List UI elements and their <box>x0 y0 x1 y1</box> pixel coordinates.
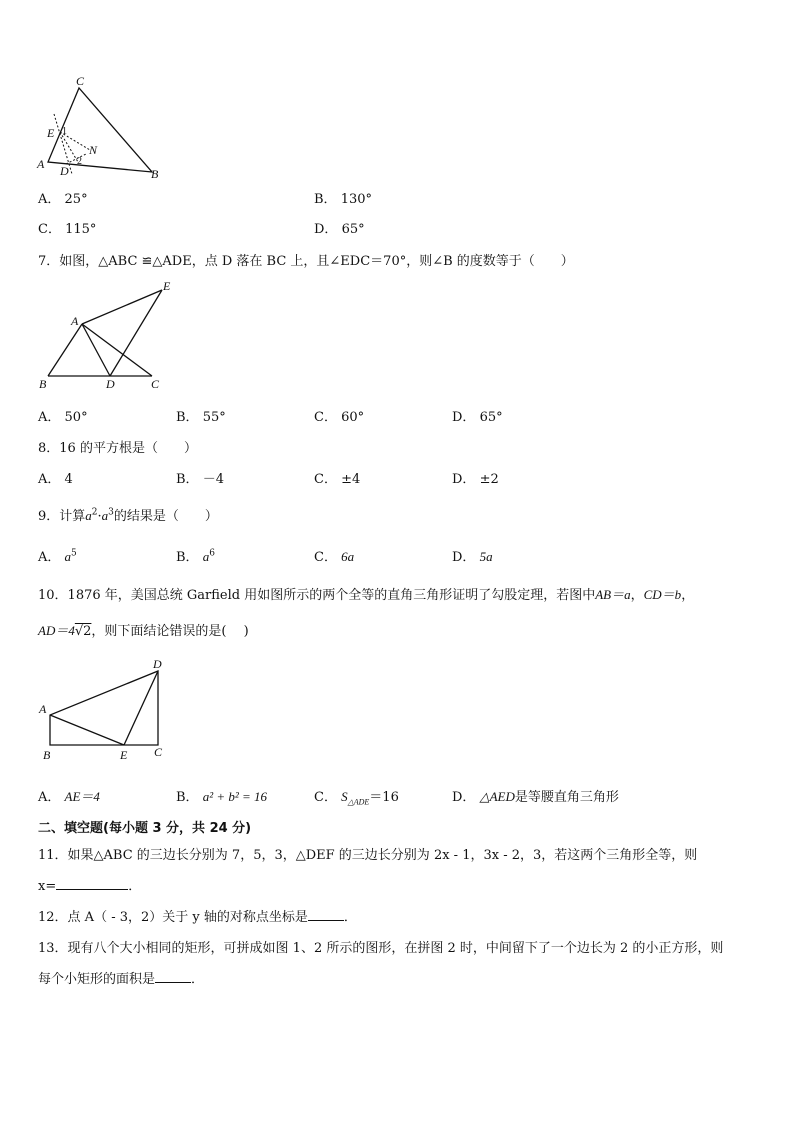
q6-option-a: A． 25° <box>38 192 88 207</box>
label-b: B <box>43 748 51 762</box>
segment-ae <box>50 715 124 745</box>
q10-option-d: D． △AED是等腰直角三角形 <box>452 789 619 805</box>
q10-line2: AD＝4√2，则下面结论错误的是( ) <box>38 623 249 639</box>
q12-text: 12．点 A（ - 3，2）关于 y 轴的对称点坐标是 ． <box>38 910 357 925</box>
q7-option-a: A． 50° <box>38 410 88 425</box>
q6-figure <box>30 74 170 184</box>
q11-line1: 11．如果△ABC 的三边长分别为 7，5，3，△DEF 的三边长分别为 2x - 1，3x - 2，3，若这两个三角形全等，则 <box>38 848 698 863</box>
q9-option-c: C． 6a <box>314 549 355 565</box>
q10-line1: 10．1876 年，美国总统 Garfield 用如图所示的两个全等的直角三角形证明了勾股定理，若图中AB＝a，CD＝b， <box>38 587 695 603</box>
q8-text: 8．16 的平方根是（ ） <box>38 441 197 456</box>
q6-option-d: D． 65° <box>314 222 365 237</box>
label-1: 1 <box>62 126 67 137</box>
q8-option-b: B． －4 <box>176 472 224 487</box>
q9-text: 9．计算$a^2\cdot a^3$的结果是（ ） <box>38 507 218 524</box>
q9-option-a: A． $a^5$ <box>38 548 77 565</box>
q7-option-d: D． 65° <box>452 410 503 425</box>
answer-blank[interactable] <box>308 908 344 921</box>
label-b: B <box>151 167 159 181</box>
q7-figure <box>32 278 182 393</box>
q10-option-c: C． $S_{\triangle ADE}=16$ <box>314 789 399 807</box>
label-e: E <box>47 126 55 140</box>
q13-line2: 每个小矩形的面积是 ． <box>38 972 205 987</box>
segment-de <box>110 290 162 376</box>
q8-option-a: A． 4 <box>38 472 73 487</box>
answer-blank[interactable] <box>155 970 191 983</box>
q7-text: 7．如图，△ABC ≌△ADE，点 D 落在 BC 上，且∠EDC＝70°，则∠B 的度数等于（ ） <box>38 254 574 269</box>
dotted-line-4 <box>66 154 86 164</box>
label-2: 2 <box>77 156 82 167</box>
q9-option-d: D． 5a <box>452 549 493 565</box>
section-title: 二、填空题(每小题 3 分，共 24 分) <box>38 821 252 836</box>
label-d: D <box>106 377 115 391</box>
q7-option-b: B． 55° <box>176 410 226 425</box>
label-c: C <box>154 745 163 759</box>
q8-option-c: C． ±4 <box>314 472 361 487</box>
label-n: N <box>89 143 98 157</box>
q6-option-c: C． 115° <box>38 222 97 237</box>
trapezoid-abcd <box>50 671 158 745</box>
label-e: E <box>120 748 128 762</box>
label-e: E <box>163 279 171 293</box>
label-c: C <box>151 377 160 391</box>
label-d: D <box>60 164 69 178</box>
q8-option-d: D． ±2 <box>452 472 499 487</box>
label-b: B <box>39 377 47 391</box>
label-d: D <box>153 657 162 671</box>
q10-option-b: B． a² + b² = 16 <box>176 789 268 805</box>
segment-ae <box>82 290 162 324</box>
label-a: A <box>37 157 45 171</box>
segment-ad <box>82 324 110 376</box>
label-a: A <box>39 702 47 716</box>
label-a: A <box>71 314 79 328</box>
segment-ac <box>82 324 152 376</box>
segment-ab <box>48 324 82 376</box>
q11-line2: x= ． <box>38 879 142 894</box>
q9-option-b: B． $a^6$ <box>176 548 215 565</box>
q10-figure <box>32 655 182 765</box>
q7-option-c: C． 60° <box>314 410 365 425</box>
q10-option-a: A． AE＝4 <box>38 789 100 805</box>
label-c: C <box>76 74 85 88</box>
q6-option-b: B． 130° <box>314 192 373 207</box>
answer-blank[interactable] <box>56 877 128 890</box>
q13-line1: 13．现有八个大小相同的矩形，可拼成如图 1、2 所示的图形，在拼图 2 时，中间留下了一个边长为 2 的小正方形，则 <box>38 941 724 956</box>
